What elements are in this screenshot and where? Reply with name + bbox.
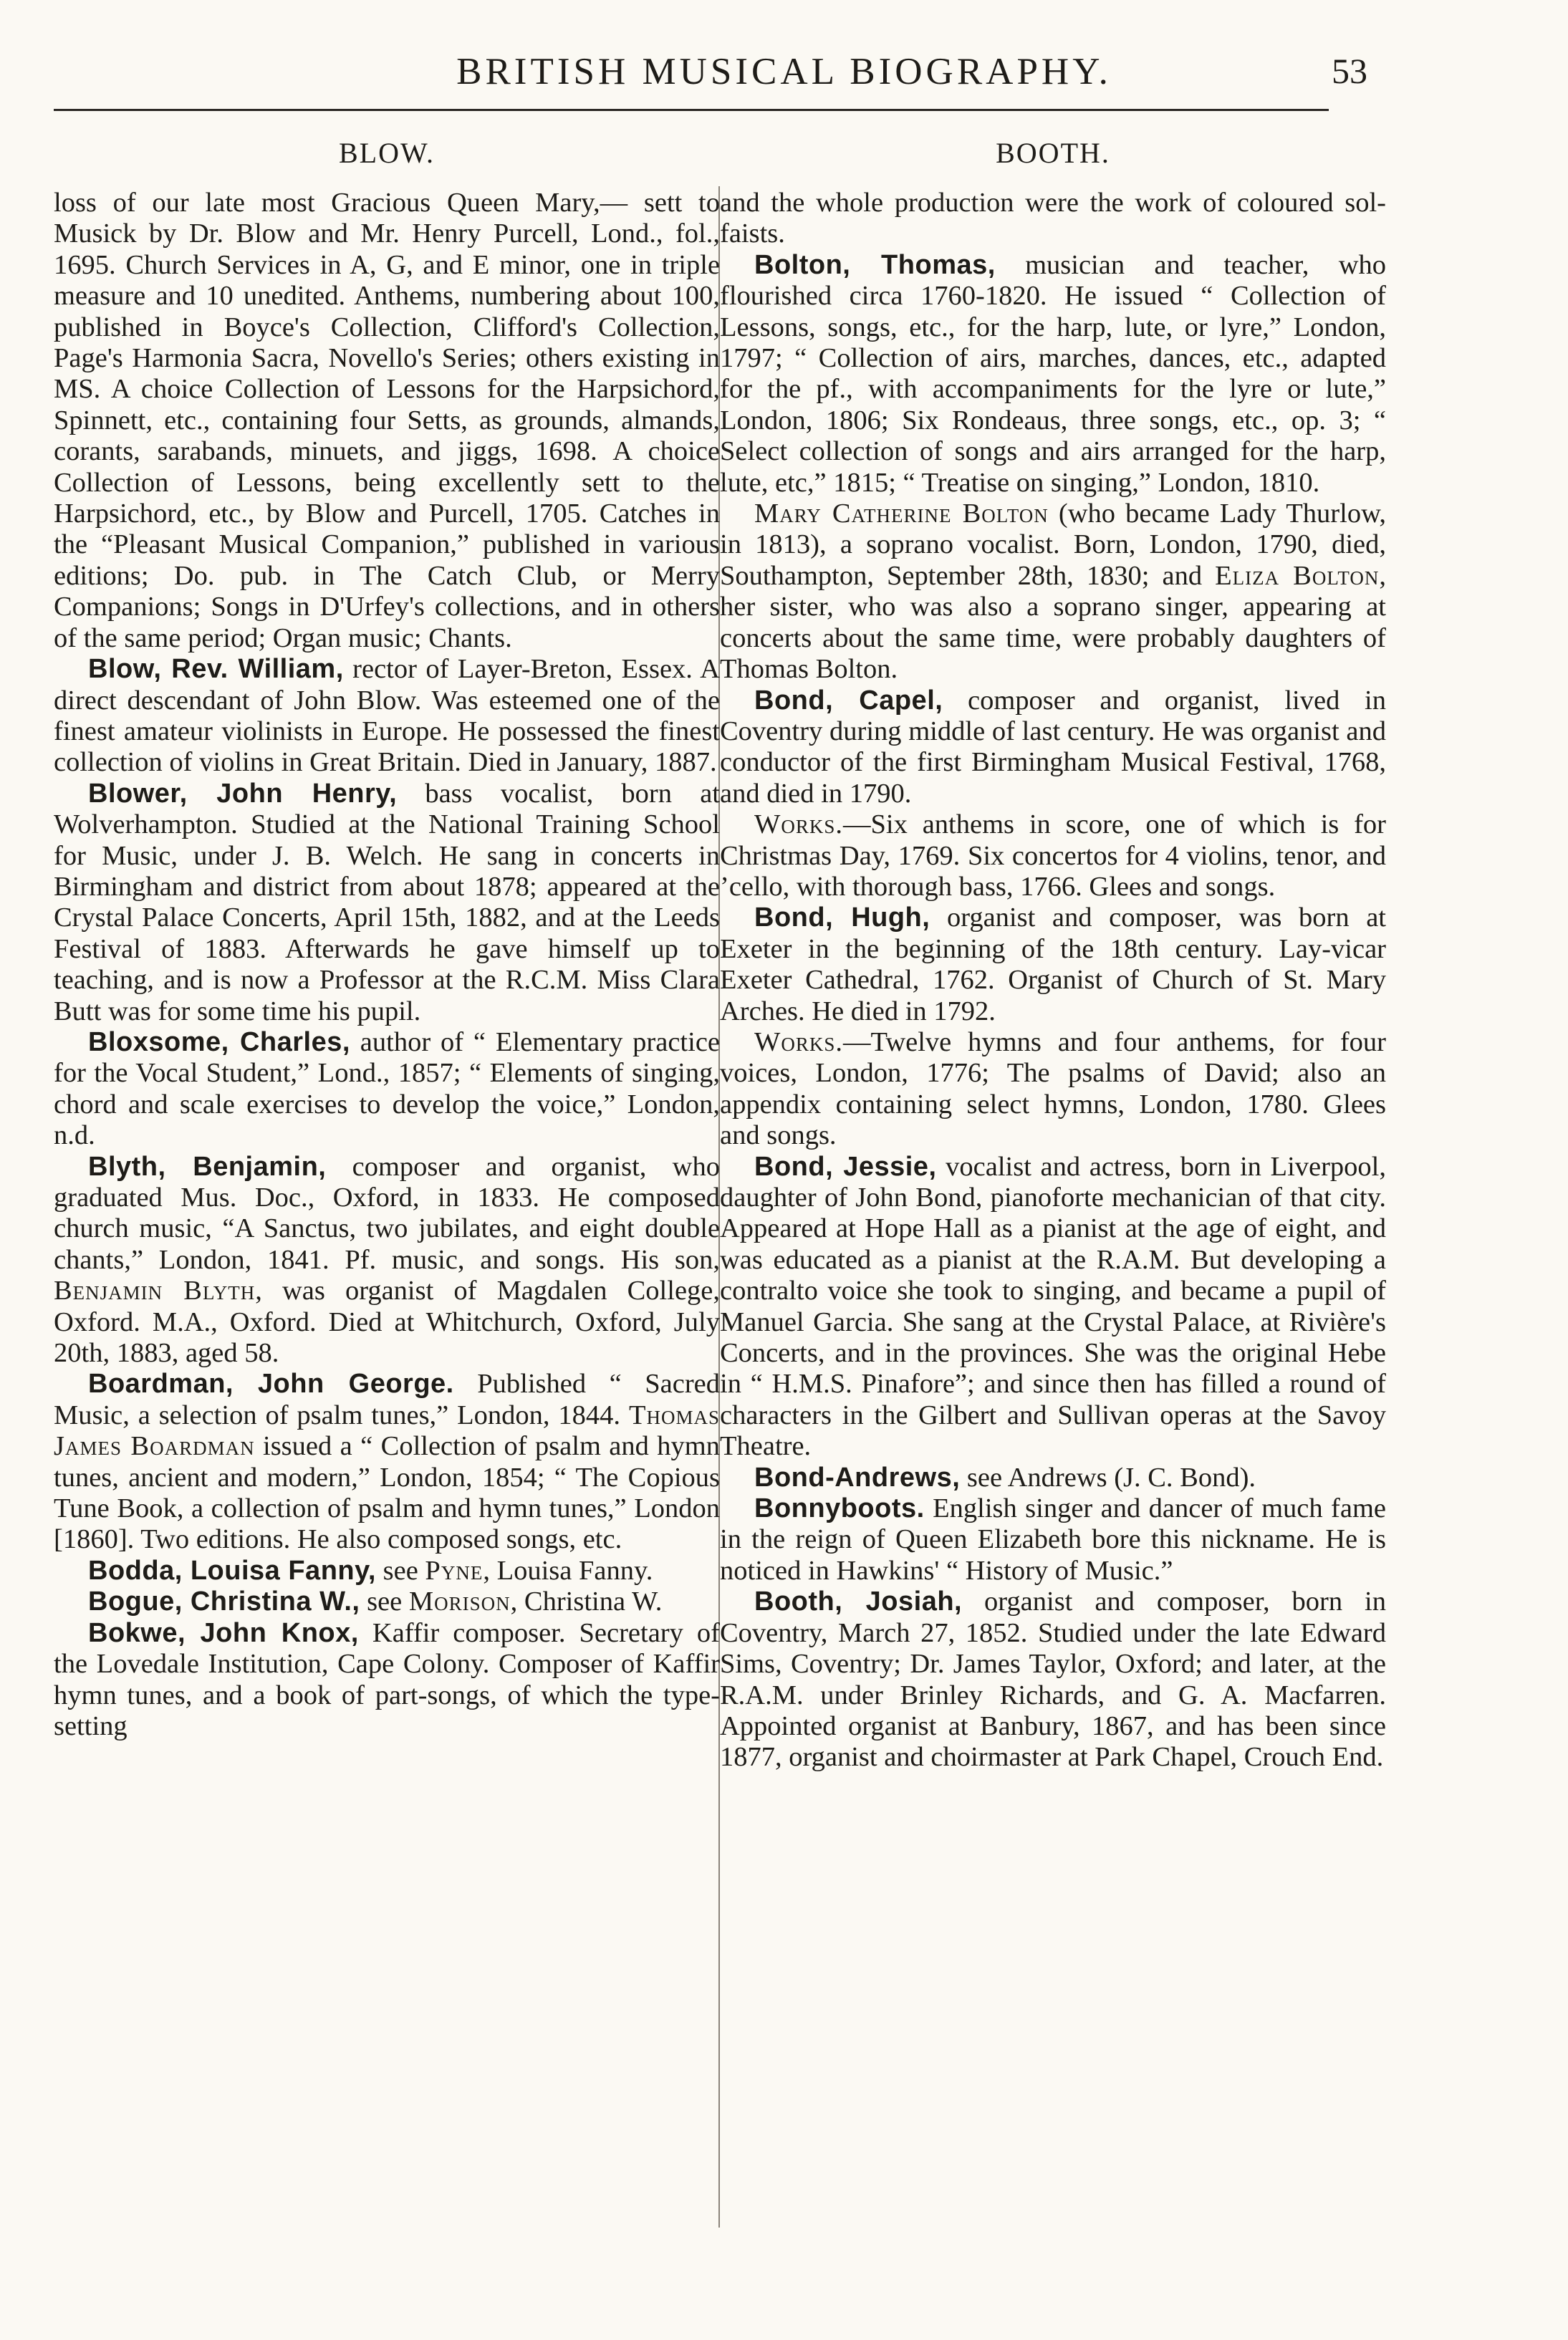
entry-text: musician and teacher, who flourished circa 1760-1820. He issued “ Collection of Lessons, songs, etc., for the harp, lute, or lyre,” London, 1797; “ Collection of airs, marches, dances, etc., adapted for the pf., with accompaniments for the lyre or lute,” London, 1806; Six Rondeaus, three songs, etc., op. 3; “ Select collection of songs and airs arranged for the harp, lute, etc,” 1815; “ Treatise on singing,” London, 1810. <box>720 249 1387 498</box>
biography-entry <box>720 188 1386 250</box>
right-entries <box>720 188 1386 1773</box>
entry-headword: Bond, Capel, <box>754 685 943 716</box>
entry-headword: Bond, Jessie, <box>754 1151 937 1182</box>
entry-text: —Six anthems in score, one of which is for Christmas Day, 1769. Six concertos for 4 violins, tenor, and ’cello, with thorough bass, 1766. Glees and songs. <box>720 809 1386 902</box>
biography-entry <box>54 1556 720 1587</box>
biography-entry <box>54 1152 720 1369</box>
entry-headword: Bond, Hugh, <box>754 902 930 933</box>
entry-headword: Blower, John Henry, <box>88 778 398 809</box>
biography-entry <box>720 1493 1386 1587</box>
right-column-heading: BOOTH. <box>996 137 1110 169</box>
biography-entry <box>720 685 1386 810</box>
running-title: BRITISH MUSICAL BIOGRAPHY. <box>456 51 1112 92</box>
biography-entry <box>720 1027 1386 1152</box>
left-column-heading: BLOW. <box>338 137 436 169</box>
entry-text: composer and organist, who graduated Mus. Doc., Oxford, in 1833. He composed church music, “A Sanctus, two jubilates, and eight double chants,” London, 1841. Pf. music, and songs. His son, <box>54 1151 720 1275</box>
biography-entry <box>54 1618 720 1743</box>
entry-text: Kaffir composer. Secretary of the Lovedale Institution, Cape Colony. Composer of Kaffir hymn tunes, and a book of part-songs, of which the type-setting <box>54 1617 720 1741</box>
entry-text: and the whole production were the work of coloured sol-faists. <box>720 188 1386 249</box>
biography-entry <box>720 499 1386 685</box>
entry-headword: Bloxsome, Charles, <box>88 1026 350 1057</box>
entry-text: see Andrews (J. C. Bond). <box>960 1462 1256 1493</box>
left-entries <box>54 188 720 1742</box>
right-column <box>720 138 1386 2215</box>
page-number: 53 <box>1332 51 1367 91</box>
entry-text: bass vocalist, born at Wolverhampton. Studied at the National Training School for Music, under J. B. Welch. He sang in concerts in Birmingham and district from about 1878; appeared at the Crystal Palace Concerts, April 15th, 1882, and at the Leeds Festival of 1883. Afterwards he gave himself up to teaching, and is now a Professor at the R.C.M. Miss Clara Butt was for some time his pupil. <box>54 778 720 1026</box>
entry-headword: Bolton, Thomas, <box>754 249 996 280</box>
biography-entry <box>720 809 1386 902</box>
entry-headword: Blyth, Benjamin, <box>88 1151 327 1182</box>
biography-entry <box>54 1027 720 1152</box>
entry-text: see <box>376 1555 425 1586</box>
entry-text: vocalist and actress, born in Liverpool, daughter of John Bond, pianoforte mechanician of that city. Appeared at Hope Hall as a pianist at the age of eight, and was educated as a pianist at the R.A.M. But developing a contralto voice she took to singing, and became a pupil of Manuel Garcia. She sang at the Crystal Palace, at Rivière's Concerts, and in the provinces. She was the original Hebe in “ H.M.S. Pinafore”; and since then has filled a round of characters in the Gilbert and Sullivan operas at the Savoy Theatre. <box>720 1151 1387 1462</box>
biography-entry <box>54 1369 720 1555</box>
entry-text: —Twelve hymns and four anthems, for four voices, London, 1776; The psalms of David; also an appendix containing select hymns, London, 1780. Glees and songs. <box>720 1026 1386 1151</box>
entry-smallcaps-name: Works. <box>754 809 843 840</box>
entry-text: Published “ Sacred Music, a selection of psalm tunes,” London, 1844. <box>54 1369 720 1430</box>
entry-headword: Bonnyboots. <box>754 1493 925 1524</box>
biography-entry <box>720 250 1386 499</box>
entry-smallcaps-name: Morison <box>408 1587 511 1617</box>
entry-smallcaps-name: Mary Catherine Bolton <box>754 499 1049 529</box>
entry-text: issued a “ Collection of psalm and hymn tunes, ancient and modern,” London, 1854; “ The Copious Tune Book, a collection of psalm and hymn tunes,” London [1860]. Two editions. He also composed songs, etc. <box>54 1431 720 1555</box>
entry-text: , was organist of Magdalen College, Oxford. M.A., Oxford. Died at Whitchurch, Oxford, July 20th, 1883, aged 58. <box>54 1276 720 1369</box>
biography-entry <box>720 1152 1386 1463</box>
entry-headword: Boardman, John George. <box>88 1369 454 1400</box>
entry-headword: Bokwe, John Knox, <box>88 1617 359 1648</box>
entry-headword: Booth, Josiah, <box>754 1587 963 1617</box>
biography-entry <box>54 188 720 654</box>
biography-entry <box>54 654 720 779</box>
entry-smallcaps-name: Thomas James Boardman <box>54 1400 720 1462</box>
entry-smallcaps-name: Eliza Bolton <box>1215 560 1380 591</box>
entry-text: composer and organist, lived in Coventry during middle of last century. He was organist and conductor of the first Birmingham Musical Festival, 1768, and died in 1790. <box>720 685 1386 809</box>
entry-text: organist and composer, born in Coventry, March 27, 1852. Studied under the late Edward Sims, Coventry; Dr. James Taylor, Oxford; and later, at the R.A.M. under Brinley Richards, and G. A. Macfarren. Appointed organist at Banbury, 1867, and has been since 1877, organist and choirmaster at Park Chapel, Crouch End. <box>720 1587 1386 1773</box>
biography-entry <box>720 902 1386 1027</box>
entry-headword: Bond-Andrews, <box>754 1462 961 1493</box>
page-header <box>0 50 1568 107</box>
entry-text: see <box>360 1587 409 1617</box>
entry-headword: Bodda, Louisa Fanny, <box>88 1555 376 1586</box>
biography-entry <box>54 1587 720 1617</box>
entry-headword: Bogue, Christina W., <box>88 1587 360 1617</box>
entry-text: rector of Layer-Breton, Essex. A direct descendant of John Blow. Was esteemed one of the finest amateur violinists in Europe. He possessed the finest collection of violins in Great Britain. Died in January, 1887. <box>54 654 720 778</box>
entry-text: , Louisa Fanny. <box>483 1555 653 1586</box>
entry-text: organist and composer, was born at Exeter in the beginning of the 18th century. Lay-vicar Exeter Cathedral, 1762. Organist of Church of St. Mary Arches. He died in 1792. <box>720 902 1386 1026</box>
entry-text: loss of our late most Gracious Queen Mary,— sett to Musick by Dr. Blow and Mr. Henry Purcell, Lond., fol., 1695. Church Services in A, G, and E minor, one in triple measure and 10 unedited. Anthems, numbering about 100, published in Boyce's Collection, Clifford's Collection, Page's Harmonia Sacra, Novello's Series; others existing in MS. A choice Collection of Lessons for the Harpsichord, Spinnett, etc., containing four Setts, as grounds, almands, corants, sarabands, minuets, and jiggs, 1698. A choice Collection of Lessons, being excellently sett to the Harpsichord, etc., by Blow and Purcell, 1705. Catches in the “Pleasant Musical Companion,” published in various editions; Do. pub. in The Catch Club, or Merry Companions; Songs in D'Urfey's collections, and in others of the same period; Organ music; Chants. <box>54 188 720 653</box>
entry-smallcaps-name: Works. <box>754 1026 843 1057</box>
entry-text: , her sister, who was also a soprano singer, appearing at concerts about the same time, were probably daughters of Thomas Bolton. <box>720 560 1387 685</box>
biography-entry <box>720 1463 1386 1493</box>
header-rule <box>54 109 1329 111</box>
biography-entry <box>720 1587 1386 1773</box>
left-column <box>54 138 720 2215</box>
entry-text: author of “ Elementary practice for the Vocal Student,” Lond., 1857; “ Elements of singing, chord and scale exercises to develop the voice,” London, n.d. <box>54 1026 720 1151</box>
biography-entry <box>54 779 720 1027</box>
entry-text: (who became Lady Thurlow, in 1813), a soprano vocalist. Born, London, 1790, died, Southampton, September 28th, 1830; and <box>720 499 1387 591</box>
entry-text: English singer and dancer of much fame in the reign of Queen Elizabeth bore this nickname. He is noticed in Hawkins' “ History of Music.” <box>720 1493 1386 1586</box>
entry-text: , Christina W. <box>510 1587 663 1617</box>
entry-headword: Blow, Rev. William, <box>88 654 344 685</box>
entry-smallcaps-name: Pyne <box>425 1555 484 1586</box>
entry-smallcaps-name: Benjamin Blyth <box>54 1276 256 1306</box>
